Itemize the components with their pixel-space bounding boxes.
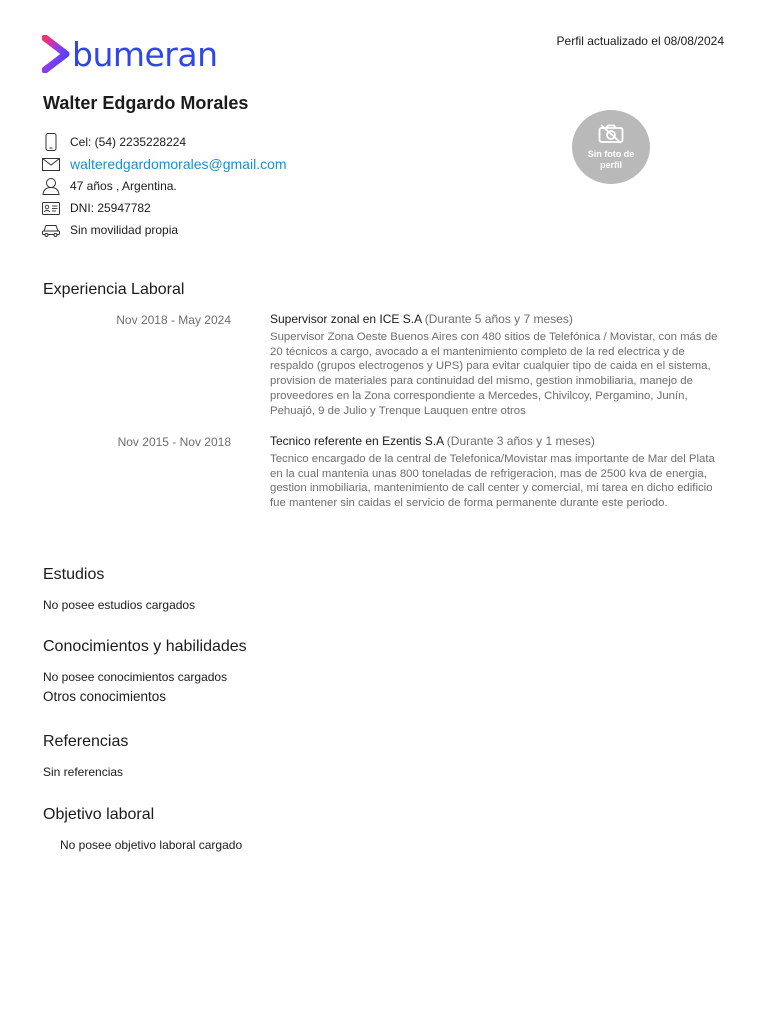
age-country: 47 años , Argentina.	[70, 179, 177, 193]
experience-section-title: Experiencia Laboral	[43, 281, 185, 298]
references-empty-text: Sin referencias	[43, 765, 124, 779]
camera-off-icon	[598, 124, 624, 149]
experience-body	[270, 434, 720, 511]
skills-section-title: Conocimientos y habilidades	[43, 638, 247, 655]
experience-title	[270, 312, 720, 327]
email-row	[42, 153, 522, 175]
contact-info	[42, 131, 522, 241]
experience-role: Supervisor zonal en ICE S.A	[270, 312, 422, 326]
age-country-row	[42, 175, 522, 197]
mobility-status: Sin movilidad propia	[70, 223, 179, 237]
experience-dates: Nov 2015 - Nov 2018	[117, 435, 231, 449]
experience-description: Tecnico encargado de la central de Telefonica/Movistar mas importante de Mar del Plata en la cual mantenia unas 800 toneladas de refrigeracion, mas de 2500 kva de energia, gestion inmobiliaria, mantenimiento de call center y comercial, mi tarea en dicho edificio fue mantener sin caidas el servicio de forma permanente durante este periodo.	[270, 453, 715, 510]
no-photo-label: Sin foto de perfil	[587, 148, 635, 170]
bumeran-wordmark: bumeran	[72, 34, 218, 74]
studies-section-title: Estudios	[43, 566, 105, 583]
dni-row	[42, 197, 522, 219]
bumeran-logo	[42, 34, 218, 74]
phone-icon	[42, 133, 60, 151]
dni-number: DNI: 25947782	[70, 201, 151, 215]
experience-body	[270, 312, 720, 418]
phone-number: Cel: (54) 2235228224	[70, 135, 187, 149]
skills-empty-text: No posee conocimientos cargados	[43, 670, 228, 684]
experience-duration: (Durante 3 años y 1 meses)	[446, 434, 595, 448]
experience-title	[270, 434, 720, 449]
references-section-title: Referencias	[43, 733, 129, 750]
car-icon	[42, 221, 60, 239]
experience-description: Supervisor Zona Oeste Buenos Aires con 480 sitios de Telefónica / Movistar, con más de 20 técnicos a cargo, avocado a el mantenimiento completo de la red electrica y de respaldo (grupos electrogenos y UPS) para evitar cualquier tipo de caida en el sistema, provision de materiales para continuidad del mismo, gestion inmobiliaria, manejo de proveedores en la Zona correspondiente a Mercedes, Chivilcoy, Pergamino, Junín, Pehuajó, 9 de Julio y Trenque Lauquen entre otros	[270, 331, 718, 417]
bumeran-logo-mark	[42, 35, 70, 73]
profile-photo-placeholder	[572, 110, 650, 184]
profile-updated-date: Perfil actualizado el 08/08/2024	[556, 34, 724, 48]
objective-section-title: Objetivo laboral	[43, 806, 155, 823]
email-link[interactable]: walteredgardomorales@gmail.com	[70, 156, 287, 172]
experience-role: Tecnico referente en Ezentis S.A	[270, 434, 444, 448]
user-icon	[42, 177, 60, 195]
envelope-icon	[42, 155, 60, 173]
id-card-icon	[42, 199, 60, 217]
objective-empty-text: No posee objetivo laboral cargado	[60, 838, 243, 852]
header	[0, 0, 768, 90]
phone-row	[42, 131, 522, 153]
studies-empty-text: No posee estudios cargados	[43, 598, 196, 612]
experience-dates: Nov 2018 - May 2024	[116, 313, 231, 327]
candidate-name: Walter Edgardo Morales	[43, 93, 249, 113]
other-skills-label: Otros conocimientos	[43, 689, 167, 704]
mobility-row	[42, 219, 522, 241]
experience-duration: (Durante 5 años y 7 meses)	[424, 312, 573, 326]
